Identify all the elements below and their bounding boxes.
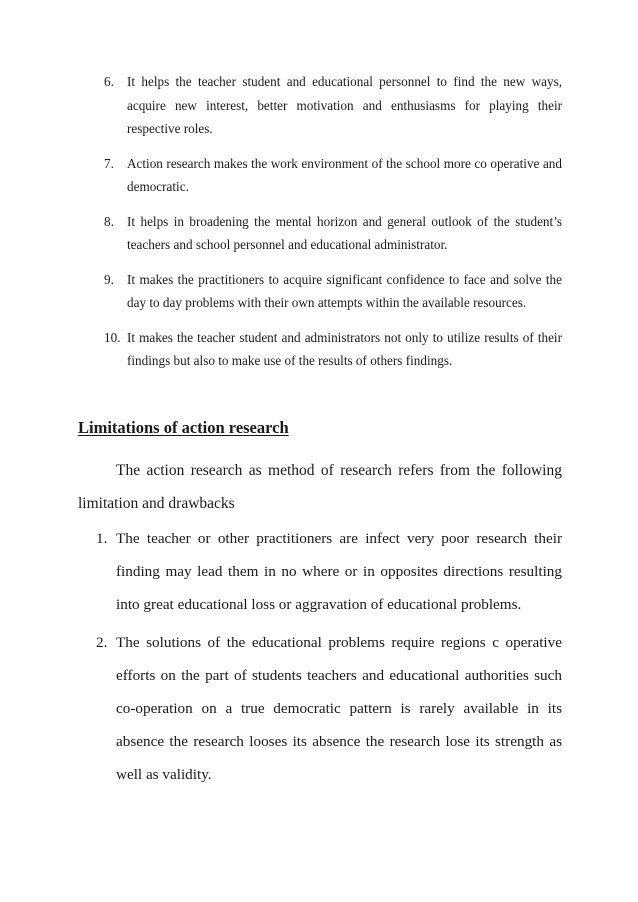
- list-item: [96, 626, 562, 791]
- limitations-list: [96, 522, 562, 796]
- list-item-text: It helps in broadening the mental horizon and general outlook of the student’s teachers and school personnel and educational administrator.: [127, 213, 562, 252]
- list-item-number: 1.: [96, 530, 108, 547]
- list-item-number: 9.: [104, 271, 114, 287]
- list-item-number: 8.: [104, 213, 114, 229]
- section-heading: Limitations of action research: [78, 418, 289, 437]
- list-item-text: It makes the teacher student and administrators not only to utilize results of their findings but also to make use of the results of others findings.: [127, 329, 562, 368]
- list-item-number: 6.: [104, 74, 114, 89]
- list-item: [104, 326, 562, 373]
- list-item: [104, 268, 562, 315]
- list-item-text: Action research makes the work environment of the school more co operative and democratic.: [127, 155, 562, 194]
- list-item-text: The solutions of the educational problems require regions c operative efforts on the part of students teachers and educational authorities such co-operation on a true democratic pattern is rarely available in its absence the research looses its absence the research lose its strength as well as validity.: [116, 634, 562, 783]
- list-item: [96, 522, 562, 621]
- list-item: [104, 210, 562, 257]
- list-item-number: 10.: [104, 329, 121, 345]
- section-intro: The action research as method of research refers from the following limitation and drawbacks: [78, 462, 562, 512]
- list-item-text: It helps the teacher student and educational personnel to find the new ways, acquire new interest, better motivation and enthusiasms for playing their respective roles.: [127, 74, 562, 136]
- advantages-list: [104, 70, 562, 384]
- list-item: [104, 70, 562, 141]
- list-item-number: 7.: [104, 155, 114, 171]
- list-item-text: It makes the practitioners to acquire significant confidence to face and solve the day to day problems with their own attempts within the available resources.: [127, 271, 562, 310]
- list-item-number: 2.: [96, 634, 108, 651]
- list-item: [104, 152, 562, 199]
- list-item-text: The teacher or other practitioners are infect very poor research their finding may lead them in no where or in opposites directions resulting into great educational loss or aggravation of educational problems.: [116, 530, 562, 613]
